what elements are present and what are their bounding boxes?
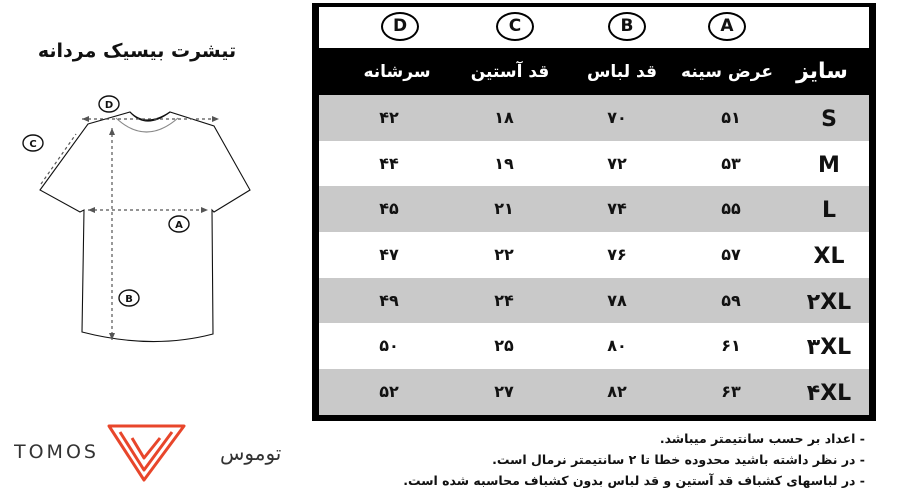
table-row <box>319 141 869 187</box>
cell-chest: ۶۱ <box>721 336 741 356</box>
cell-shoulder: ۵۰ <box>379 336 399 356</box>
cell-size: ۲XL <box>806 289 852 315</box>
header-chest: عرض سینه <box>681 62 773 82</box>
cell-sleeve: ۱۹ <box>494 153 514 173</box>
cell-length: ۷۲ <box>607 153 627 173</box>
cell-length: ۷۸ <box>607 290 627 310</box>
size-table <box>312 3 876 421</box>
size-rows <box>319 95 869 415</box>
note-line: - در لباسهای کشباف قد آستین و قد لباس بدون کشباف محاسبه شده است. <box>403 473 865 488</box>
cell-size: XL <box>813 244 845 270</box>
header-sleeve: قد آستین <box>470 62 550 82</box>
cell-shoulder: ۵۲ <box>379 382 399 402</box>
cell-sleeve: ۲۷ <box>494 382 514 402</box>
cell-size: L <box>821 198 837 224</box>
cell-shoulder: ۴۲ <box>379 108 399 127</box>
brand-mark <box>109 426 184 480</box>
header-shoulder: سرشانه <box>363 62 431 82</box>
tshirt-outline <box>40 112 250 342</box>
size-notes <box>345 428 865 491</box>
cell-shoulder: ۴۵ <box>379 199 399 219</box>
brand-persian: توموس <box>220 441 282 465</box>
cell-sleeve: ۲۵ <box>494 336 514 356</box>
note-line: - در نظر داشته باشید محدوده خطا تا ۲ سانتیمتر نرمال است. <box>492 452 865 467</box>
note-line: - اعداد بر حسب سانتیمتر میباشد. <box>659 431 865 446</box>
cell-length: ۷۴ <box>607 199 627 219</box>
cell-chest: ۵۳ <box>721 153 741 173</box>
cell-size: S <box>821 107 837 132</box>
table-row <box>319 278 869 324</box>
cell-sleeve: ۲۱ <box>494 199 514 219</box>
cell-length: ۷۶ <box>607 245 627 265</box>
cell-sleeve: ۱۸ <box>494 108 514 127</box>
cell-shoulder: ۴۹ <box>379 290 399 310</box>
cell-shoulder: ۴۴ <box>379 153 399 173</box>
brand-logo <box>14 418 304 484</box>
brand-latin: TOMOS <box>14 441 99 463</box>
cell-shoulder: ۴۷ <box>379 245 399 265</box>
measure-letters-row <box>319 7 869 48</box>
letter-circle-c: C <box>496 12 534 41</box>
table-row <box>319 232 869 278</box>
letter-circle-b: B <box>608 12 646 41</box>
table-row <box>319 95 869 141</box>
table-row <box>319 186 869 232</box>
cell-size: ۳XL <box>806 335 852 361</box>
letter-circle-a: A <box>708 12 746 41</box>
cell-sleeve: ۲۲ <box>494 245 514 265</box>
product-title: تیشرت بیسیک مردانه <box>37 40 237 62</box>
cell-size: M <box>818 152 840 178</box>
header-length: قد لباس <box>586 62 658 82</box>
letter-circle-d: D <box>381 12 419 41</box>
label-a: A <box>175 220 183 231</box>
label-d: D <box>104 100 114 111</box>
table-row <box>319 323 869 369</box>
cell-chest: ۵۷ <box>721 245 741 265</box>
cell-chest: ۵۱ <box>721 108 741 127</box>
cell-length: ۸۰ <box>607 336 627 356</box>
cell-length: ۷۰ <box>607 108 627 127</box>
tshirt-measurement-diagram <box>18 88 268 358</box>
cell-length: ۸۲ <box>607 382 627 402</box>
label-b: B <box>125 294 133 305</box>
header-size: سایز <box>796 59 848 84</box>
cell-size: ۴XL <box>806 381 852 407</box>
cell-sleeve: ۲۴ <box>494 290 514 310</box>
cell-chest: ۵۹ <box>721 290 741 310</box>
label-c: C <box>29 139 37 150</box>
table-row <box>319 369 869 415</box>
cell-chest: ۵۵ <box>721 199 741 219</box>
measure-line-c <box>41 134 76 184</box>
cell-chest: ۶۳ <box>721 382 741 402</box>
